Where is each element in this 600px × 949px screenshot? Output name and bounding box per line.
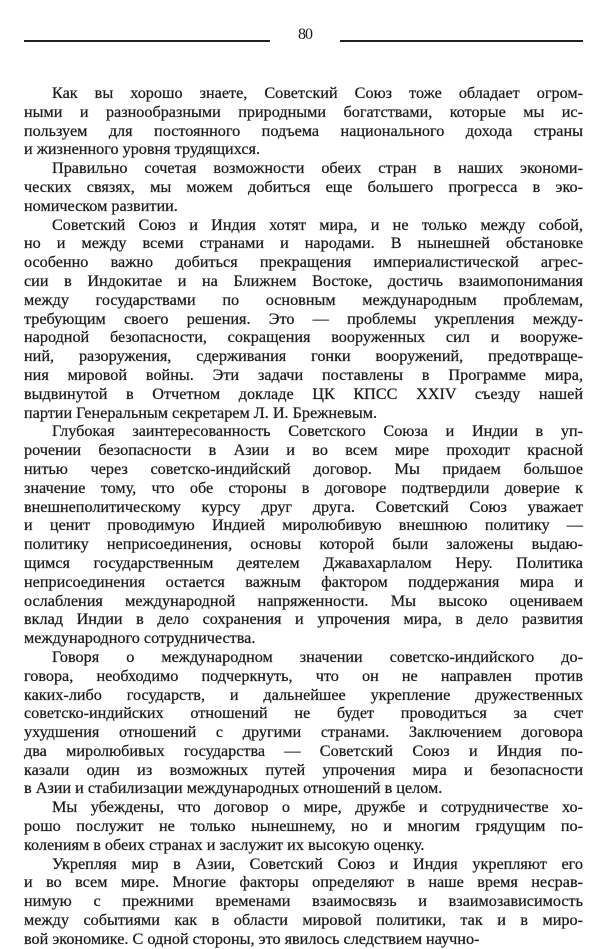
paragraph bbox=[24, 159, 583, 215]
text-line: Говоря о международном значении советско-индийского до- bbox=[52, 647, 583, 666]
text-line: ческих связях, мы можем добиться еще большего прогресса в эко- bbox=[24, 177, 583, 196]
header-rule-left bbox=[24, 40, 270, 42]
text-line: ухудшения отношений с другими странами. Заключением договора bbox=[24, 723, 583, 742]
text-line: ния мировой войны. Эти задачи поставлены в Программе мира, bbox=[24, 365, 583, 384]
text-line: сии в Индокитае и на Ближнем Востоке, достичь взаимопонимания bbox=[24, 271, 583, 290]
text-line: нимую с прежними временами взаимосвязь и взаимозависимость bbox=[24, 892, 583, 911]
paragraph bbox=[24, 84, 583, 159]
text-line: каких-либо государств, и дальнейшее укрепление дружественных bbox=[24, 685, 583, 704]
text-line: ний, разоружения, сдерживания гонки вооружений, предотвраще- bbox=[24, 347, 583, 366]
paragraph bbox=[24, 216, 583, 423]
text-line: требующим своего решения. Это — проблемы укрепления между- bbox=[24, 309, 583, 328]
text-line: Правильно сочетая возможности обеих стран в наших экономи- bbox=[52, 159, 583, 178]
text-line: между государствами по основным международным проблемам, bbox=[24, 290, 583, 309]
paragraph bbox=[24, 798, 583, 854]
text-line: Глубокая заинтересованность Советского Союза и Индии в уп- bbox=[52, 422, 583, 441]
text-line: выдвинутой в Отчетном докладе ЦК КПСС XXIV съезду нашей bbox=[24, 384, 583, 403]
text-line: пользуем для постоянного подъема национального дохода страны bbox=[24, 121, 583, 140]
text-line: Мы убеждены, что договор о мире, дружбе и сотрудничестве хо- bbox=[52, 798, 583, 817]
text-line: международного сотрудничества. bbox=[24, 629, 256, 648]
text-line: колениям в обеих странах и заслужит их высокую оценку. bbox=[24, 835, 425, 854]
text-line: рошо послужит не только нынешнему, но и многим грядущим по- bbox=[24, 817, 583, 836]
text-line: ослабления международной напряженности. Мы высоко оцениваем bbox=[24, 591, 583, 610]
text-line: ными и разнообразными природными богатствами, которые мы ис- bbox=[24, 102, 583, 121]
text-line: Укрепляя мир в Азии, Советский Союз и Индия укрепляют его bbox=[52, 854, 583, 873]
page-body-text bbox=[24, 84, 583, 949]
page-number: 80 bbox=[298, 26, 312, 43]
text-line: щимся государственным деятелем Джавахарлалом Неру. Политика bbox=[24, 553, 583, 572]
text-line: но и между всеми странами и народами. В нынешней обстановке bbox=[24, 234, 583, 253]
text-line: вклад Индии в дело сохранения и упрочения мира, в дело развития bbox=[24, 610, 583, 629]
text-line: номическом развитии. bbox=[24, 196, 178, 215]
text-line: в Азии и стабилизации международных отношений в целом. bbox=[24, 779, 443, 798]
text-line: два миролюбивых государства — Советский Союз и Индия по- bbox=[24, 741, 583, 760]
page-header bbox=[24, 26, 583, 50]
text-line: неприсоединения остается важным фактором поддержания мира и bbox=[24, 572, 583, 591]
text-line: Как вы хорошо знаете, Советский Союз тоже обладает огром- bbox=[52, 84, 583, 102]
text-line: особенно важно добиться прекращения империалистической агрес- bbox=[24, 253, 583, 272]
text-line: рочении безопасности в Азии и во всем мире проходит красной bbox=[24, 441, 583, 460]
paragraph bbox=[24, 855, 583, 949]
text-line: вой экономике. С одной стороны, это явилось следствием научно- bbox=[24, 929, 480, 948]
text-line: народной безопасности, сокращения вооруженных сил и вооруже- bbox=[24, 328, 583, 347]
text-line: и ценит проводимую Индией миролюбивую внешнюю политику — bbox=[24, 516, 583, 535]
text-line: внешнеполитическому курсу друг друга. Советский Союз уважает bbox=[24, 497, 583, 516]
text-line: политику неприсоединения, основы которой были заложены выдаю- bbox=[24, 535, 583, 554]
text-line: партии Генеральным секретарем Л. И. Брежневым. bbox=[24, 403, 378, 422]
text-line: советско-индийских отношений не будет проводиться за счет bbox=[24, 704, 583, 723]
text-line: значение тому, что обе стороны в договоре подтвердили доверие к bbox=[24, 478, 583, 497]
text-line: и во всем мире. Многие факторы определяют в наше время несрав- bbox=[24, 873, 583, 892]
text-line: между событиями как в области мировой политики, так и в миро- bbox=[24, 911, 583, 930]
text-line: говора, необходимо подчеркнуть, что он не направлен против bbox=[24, 666, 583, 685]
text-line: и жизненного уровня трудящихся. bbox=[24, 140, 261, 159]
text-line: нитью через советско-индийский договор. Мы придаем большое bbox=[24, 459, 583, 478]
paragraph bbox=[24, 422, 583, 648]
header-rule-right bbox=[340, 40, 583, 42]
paragraph bbox=[24, 648, 583, 798]
text-line: казали один из возможных путей упрочения мира и безопасности bbox=[24, 760, 583, 779]
text-line: Советский Союз и Индия хотят мира, и не только между собой, bbox=[52, 215, 583, 234]
